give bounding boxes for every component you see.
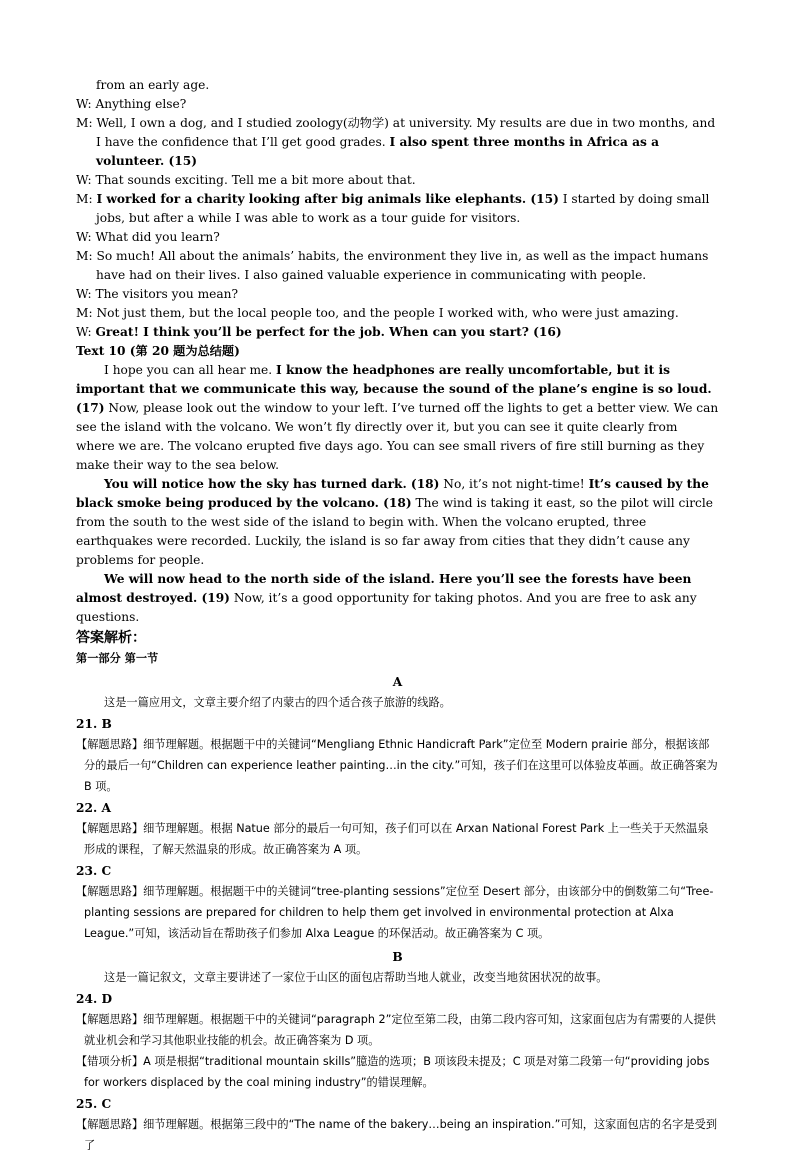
text10-paragraph-1: I hope you can all hear me. I know the headphones are really uncomfortable, but it is important that we communicate this way, because the sound of the plane’s engine is so loud. (17) Now, please look out the window to your left. I’ve turned off the lights to get a better view. We can see the island with the volcano. We won’t fly directly over it, but you can see it quite clearly from where we are. The volcano erupted five days ago. You can see small rivers of fire still burning as they make their way to the sea below. — [76, 363, 719, 472]
document-page — [76, 76, 719, 1156]
dialogue-line-2: M: Well, I own a dog, and I studied zoology(动物学) at university. My results are due in two months, and I have the confidence that I’ll get good grades. I also spent three months in Africa as a volunteer. (15) — [76, 116, 716, 168]
dialogue-line-0: from an early age. — [96, 78, 210, 92]
part-a-label: A — [392, 675, 403, 689]
q24-explanation: 【解题思路】细节理解题。根据题干中的关键词“paragraph 2”定位至第二段，由第二段内容可知，这家面包店为有需要的人提供就业机会和学习其他职业技能的机会。故正确答案为 D 项。 — [76, 1013, 716, 1047]
q25-answer: 25. C — [76, 1097, 112, 1111]
dialogue-line-8: M: Not just them, but the local people too, and the people I worked with, who were just amazing. — [76, 306, 679, 320]
q24-error-analysis: 【错项分析】A 项是根据“traditional mountain skills”臆造的选项；B 项该段未提及；C 项是对第二段第一句“providing jobs for workers displaced by the coal mining industry”的错误理解。 — [76, 1055, 710, 1089]
q21-explanation: 【解题思路】细节理解题。根据题干中的关键词“Mengliang Ethnic Handicraft Park”定位至 Modern prairie 部分，根据该部分的最后一句“Children can experience leather painting…in the city.”可知，孩子们在这里可以体验皮革画。故正确答案为 B 项。 — [76, 738, 718, 793]
part-b-label: B — [392, 950, 403, 964]
q23-answer: 23. C — [76, 864, 112, 878]
q22-answer: 22. A — [76, 801, 111, 815]
q23-explanation: 【解题思路】细节理解题。根据题干中的关键词“tree-planting sessions”定位至 Desert 部分，由该部分中的倒数第二句“Tree-planting sessions are prepared for children to help them get involved in environmental protection at Alxa League.”可知，该活动旨在帮助孩子们参加 Alxa League 的环保活动。故正确答案为 C 项。 — [76, 885, 714, 940]
dialogue-line-9: W: Great! I think you’ll be perfect for the job. When can you start? (16) — [76, 325, 562, 339]
part-a-intro: 这是一篇应用文，文章主要介绍了内蒙古的四个适合孩子旅游的线路。 — [104, 696, 451, 709]
dialogue-line-4: M: I worked for a charity looking after big animals like elephants. (15) I started by doing small jobs, but after a while I was able to work as a tour guide for visitors. — [76, 192, 710, 225]
part-b-intro: 这是一篇记叙文，文章主要讲述了一家位于山区的面包店帮助当地人就业，改变当地贫困状况的故事。 — [104, 971, 608, 984]
dialogue-section — [76, 76, 719, 342]
q24-answer: 24. D — [76, 992, 113, 1006]
answers-section: 第一部分 第一节 — [76, 652, 159, 665]
dialogue-line-1: W: Anything else? — [76, 97, 187, 111]
q21-answer: 21. B — [76, 717, 112, 731]
q25-explanation: 【解题思路】细节理解题。根据第三段中的“The name of the bakery…being an inspiration.”可知，这家面包店的名字是受到了 — [76, 1118, 718, 1152]
text10-heading: Text 10 (第 20 题为总结题) — [76, 344, 240, 358]
text10-paragraph-2: You will notice how the sky has turned dark. (18) No, it’s not night-time! It’s caused by the black smoke being produced by the volcano. (18) The wind is taking it east, so the pilot will circle from the south to the west side of the island to begin with. When the volcano erupted, three earthquakes were recorded. Luckily, the island is so far away from cities that they didn’t cause any problems for people. — [76, 477, 713, 567]
dialogue-line-3: W: That sounds exciting. Tell me a bit more about that. — [76, 173, 416, 187]
dialogue-line-7: W: The visitors you mean? — [76, 287, 239, 301]
dialogue-line-6: M: So much! All about the animals’ habits, the environment they live in, as well as the impact humans have had on their lives. I also gained valuable experience in communicating with people. — [76, 249, 709, 282]
answers-title: 答案解析： — [76, 630, 146, 646]
q22-explanation: 【解题思路】细节理解题。根据 Natue 部分的最后一句可知，孩子们可以在 Arxan National Forest Park 上一些关于天然温泉形成的课程，了解天然温泉的形成。故正确答案为 A 项。 — [76, 822, 709, 856]
text10-paragraph-3: We will now head to the north side of the island. Here you’ll see the forests have been almost destroyed. (19) Now, it’s a good opportunity for taking photos. And you are free to ask any questions. — [76, 572, 697, 624]
dialogue-line-5: W: What did you learn? — [76, 230, 220, 244]
